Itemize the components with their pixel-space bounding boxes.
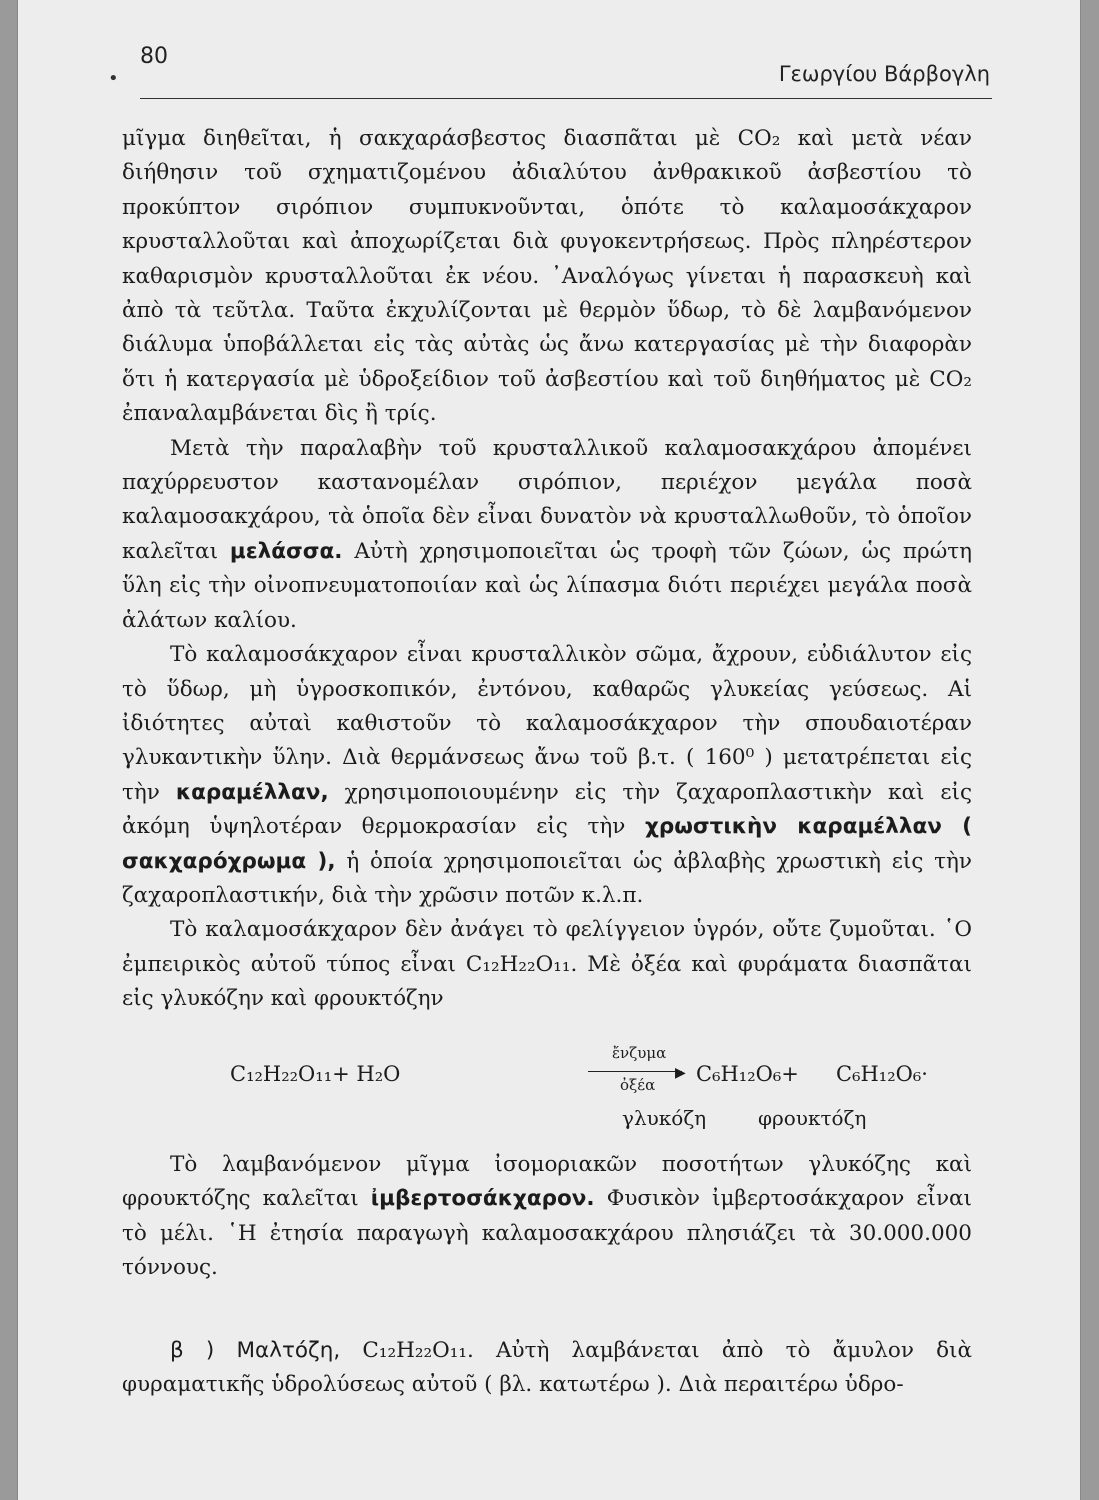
label-glucose: γλυκόζη [622, 1106, 707, 1130]
body-text-top [122, 122, 972, 1017]
equation-product-glucose: C₆H₁₂O₆+ [696, 1062, 799, 1086]
equation-acid-label: ὀξέα [620, 1076, 656, 1094]
page-header [108, 42, 992, 99]
p6-text: C₁₂H₂₂O₁₁. Αὐτὴ λαμβάνεται ἀπὸ τὸ ἄμυλον διὰ φυραματικῆς ὑδρολύσεως αὐτοῦ ( βλ. κατωτέρω ). Διὰ περαιτέρω ὑδρο- [122, 1338, 972, 1398]
term-karamella: καραμέλλαν, [175, 779, 329, 805]
term-imbertosakcharon: ἰμβερτοσάκχαρον. [370, 1186, 595, 1212]
hydrolysis-equation [122, 1038, 972, 1136]
paragraph-3 [122, 638, 972, 913]
paragraph-1: μῖγμα διηθεῖται, ἡ σακχαράσβεστος διασπᾶται μὲ CO₂ καὶ μετὰ νέαν διήθησιν τοῦ σχηματιζομένου ἀδιαλύτου ἀνθρακικοῦ ἀσβεστίου τὸ προκύπτον σιρόπιον συμπυκνοῦνται, ὁπότε τὸ καλαμοσάκχαρον κρυσταλλοῦται καὶ ἀποχωρίζεται διὰ φυγοκεντρήσεως. Πρὸς πληρέστερον καθαρισμὸν κρυσταλλοῦται ἐκ νέου. ᾿Αναλόγως γίνεται ἡ παρασκευὴ καὶ ἀπὸ τὰ τεῦτλα. Ταῦτα ἐκχυλίζονται μὲ θερμὸν ὕδωρ, τὸ δὲ λαμβανόμενον διάλυμα ὑποβάλλεται εἰς τὰς αὐτὰς ὡς ἄνω κατεργασίας μὲ τὴν διαφορὰν ὅτι ἡ κατεργασία μὲ ὑδροξείδιον τοῦ ἀσβεστίου καὶ τοῦ διηθήματος μὲ CO₂ ἐπαναλαμβάνεται δὶς ἢ τρίς. [122, 126, 972, 427]
p5-text-a: Τὸ λαμβανόμενον μῖγμα ἰσομοριακῶν ποσοτήτων γλυκόζης καὶ φρουκτόζης καλεῖται [122, 1152, 972, 1212]
paragraph-4: Τὸ καλαμοσάκχαρον δὲν ἀνάγει τὸ φελίγγειον ὑγρόν, οὔτε ζυμοῦται. ῾Ο ἐμπειρικὸς αὐτοῦ τύπος εἶναι C₁₂H₂₂O₁₁. Μὲ ὀξέα καὶ φυράματα διασπᾶται εἰς γλυκόζην καὶ φρουκτόζην [122, 917, 972, 1012]
equation-arrow-head: ▶ [675, 1065, 686, 1081]
term-chrostiki-karamella: χρωστικὴν καραμέλλαν ( σακχαρόχρωμα ), [122, 814, 972, 874]
running-head-author: Γεωργίου Βάρβογλη [778, 62, 990, 86]
equation-enzyme-label: ἔνζυμα [612, 1044, 667, 1062]
term-melassa: μελάσσα. [229, 538, 343, 564]
body-text-bottom [122, 1334, 972, 1403]
paragraph-5 [122, 1148, 972, 1286]
equation-product-fructose: C₆H₁₂O₆· [836, 1062, 928, 1086]
equation-arrow-line [588, 1071, 682, 1072]
label-fructose: φρουκτόζη [758, 1106, 867, 1130]
p3-text-b: χρησιμοποιουμένην εἰς τὴν ζαχαροπλαστικὴν καὶ εἰς ἀκόμη ὑψηλοτέραν θερμοκρασίαν εἰς τὴν [122, 779, 973, 840]
p2-text-a: Μετὰ τὴν παραλαβὴν τοῦ κρυσταλλικοῦ καλαμοσακχάρου ἀπομένει παχύρρευστον καστανομέλαν σιρόπιον, περιέχον μεγάλα ποσὰ καλαμοσακχάρου, τὰ ὁποῖα δὲν εἶναι δυνατὸν νὰ κρυσταλλωθοῦν, τὸ ὁποῖον καλεῖται [122, 435, 972, 564]
section-maltose-label: β ) Μαλτόζη, [170, 1338, 341, 1363]
body-text-middle [122, 1148, 972, 1286]
paragraph-2 [122, 432, 972, 638]
p2-text-b: Αὐτὴ χρησιμοποιεῖται ὡς τροφὴ τῶν ζώων, ὡς πρώτη ὕλη εἰς τὴν οἰνοπνευματοποιίαν καὶ ὡς λίπασμα διότι περιέχει μεγάλα ποσὰ ἁλάτων καλίου. [122, 538, 973, 633]
p5-text-b: Φυσικὸν ἰμβερτοσάκχαρον εἶναι τὸ μέλι. ῾Η ἐτησία παραγωγὴ καλαμοσακχάρου πλησιάζει τὰ 30.000.000 τόννους. [122, 1186, 972, 1281]
p3-text-c: ἡ ὁποία χρησιμοποιεῖται ὡς ἀβλαβὴς χρωστικὴ εἰς τὴν ζαχαροπλαστικήν, διὰ τὴν χρῶσιν ποτῶν κ.λ.π. [122, 848, 972, 908]
paragraph-6 [122, 1334, 972, 1403]
p3-text-a: Τὸ καλαμοσάκχαρον εἶναι κρυσταλλικὸν σῶμα, ἄχρουν, εὐδιάλυτον εἰς τὸ ὕδωρ, μὴ ὑγροσκοπικόν, ἐντόνου, καθαρῶς γλυκείας γεύσεως. Αἱ ἰδιότητες αὐταὶ καθιστοῦν τὸ καλαμοσάκχαρον τὴν σπουδαιοτέραν γλυκαντικὴν ὕλην. Διὰ θερμάνσεως ἄνω τοῦ β.τ. ( 160⁰ ) μετατρέπεται εἰς τὴν [122, 642, 972, 805]
margin-dot: • [108, 68, 119, 89]
page-number: 80 [140, 44, 168, 69]
equation-reactants: C₁₂H₂₂O₁₁+ H₂O [230, 1062, 401, 1086]
